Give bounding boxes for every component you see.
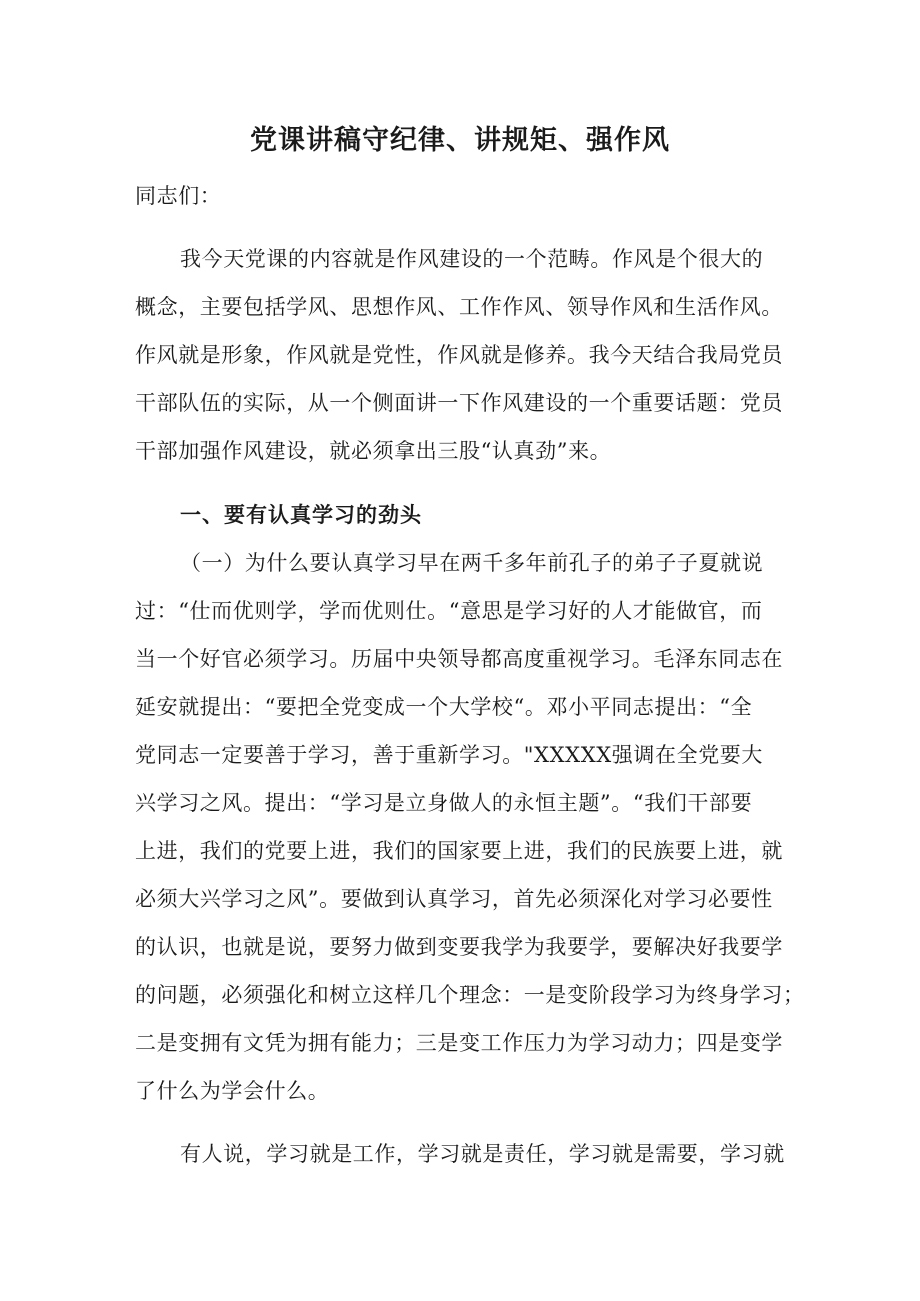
- paragraph-line: 的问题，必须强化和树立这样几个理念：一是变阶段学习为终身学习；: [135, 983, 805, 1007]
- paragraph-line: 了什么为学会什么。: [135, 1079, 330, 1103]
- paragraph-line: 当一个好官必须学习。历届中央领导都高度重视学习。毛泽东同志在: [135, 647, 783, 671]
- greeting: 同志们：: [135, 184, 222, 208]
- paragraph-line: 延安就提出：“要把全党变成一个大学校“。邓小平同志提出：“全: [135, 695, 753, 719]
- paragraph-line: 干部队伍的实际，从一个侧面讲一下作风建设的一个重要话题：党员: [135, 391, 783, 415]
- paragraph-line: （一）为什么要认真学习早在两千多年前孔子的弟子子夏就说: [180, 551, 764, 575]
- paragraph-line: 的认识，也就是说，要努力做到变要我学为我要学，要解决好我要学: [135, 935, 783, 959]
- document-title: 党课讲稿守纪律、讲规矩、强作风: [250, 125, 670, 156]
- paragraph-line: 必须大兴学习之风”。要做到认真学习，首先必须深化对学习必要性: [135, 887, 773, 911]
- paragraph-line: 党同志一定要善于学习，善于重新学习。"XXXXX强调在全党要大: [135, 743, 764, 767]
- paragraph-line: 过：“仕而优则学，学而优则仕。“意思是学习好的人才能做官，而: [135, 599, 763, 623]
- section-heading: 一、要有认真学习的劲头: [180, 503, 422, 527]
- paragraph-line: 上进，我们的党要上进，我们的国家要上进，我们的民族要上进，就: [135, 839, 783, 863]
- paragraph-line: 我今天党课的内容就是作风建设的一个范畴。作风是个很大的: [180, 247, 764, 271]
- paragraph-line: 兴学习之风。提出：“学习是立身做人的永恒主题”。“我们干部要: [135, 791, 753, 815]
- paragraph-line: 二是变拥有文凭为拥有能力；三是变工作压力为学习动力；四是变学: [135, 1031, 783, 1055]
- paragraph-line: 作风就是形象，作风就是党性，作风就是修养。我今天结合我局党员: [135, 343, 783, 367]
- paragraph-line: 概念，主要包括学风、思想作风、工作作风、领导作风和生活作风。: [135, 295, 783, 319]
- paragraph-line: 干部加强作风建设，就必须拿出三股“认真劲”来。: [135, 439, 612, 463]
- paragraph-line: 有人说，学习就是工作，学习就是责任，学习就是需要，学习就: [180, 1142, 785, 1166]
